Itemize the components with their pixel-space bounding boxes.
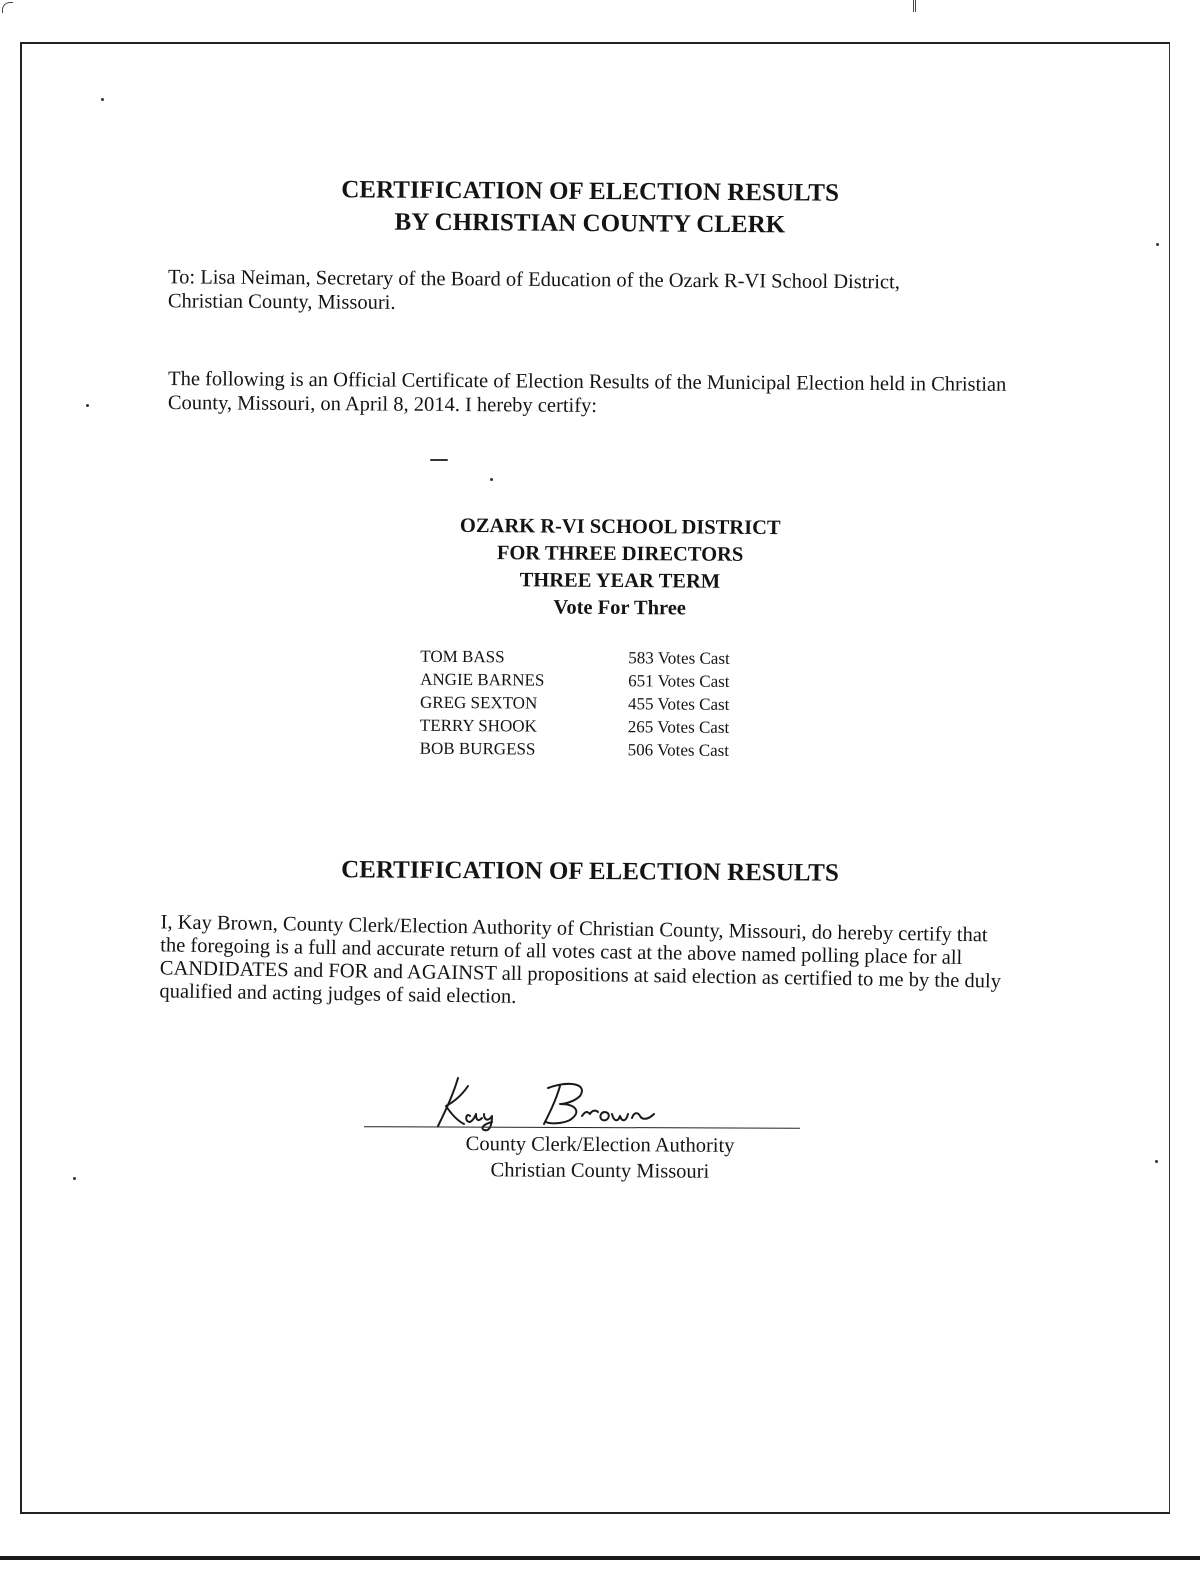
scan-bottom-rule	[0, 1556, 1200, 1560]
race-office: FOR THREE DIRECTORS	[496, 542, 744, 566]
candidate-name: BOB BURGESS	[419, 738, 536, 759]
signer-jurisdiction: Christian County Missouri	[490, 1159, 710, 1183]
results-list	[420, 645, 781, 763]
candidate-votes: 651 Votes Cast	[628, 671, 730, 691]
race-heading	[400, 512, 841, 623]
title-line: CERTIFICATION OF ELECTION RESULTS	[341, 176, 840, 207]
signature-block	[400, 1131, 800, 1186]
candidate-votes: 265 Votes Cast	[627, 717, 730, 737]
title-line: BY CHRISTIAN COUNTY CLERK	[394, 208, 786, 239]
candidate-name: ANGIE BARNES	[420, 669, 545, 690]
list-item	[420, 691, 780, 717]
signer-title: County Clerk/Election Authority	[465, 1133, 735, 1157]
document-title	[210, 173, 970, 242]
scan-speck	[73, 1177, 76, 1180]
candidate-votes: 455 Votes Cast	[627, 694, 730, 714]
list-item	[420, 737, 780, 763]
page-border	[20, 42, 1170, 1514]
scan-speck	[490, 478, 493, 481]
candidate-name: TERRY SHOOK	[419, 715, 537, 736]
scan-speck	[1155, 1160, 1158, 1163]
list-item	[420, 714, 780, 740]
scan-speck	[430, 459, 448, 461]
intro-paragraph: The following is an Official Certificate of Election Results of the Municipal Election held in Christian County, Missouri, on April 8, 2014. I hereby certify:	[167, 367, 1007, 417]
race-vote-instruction: Vote For Three	[553, 596, 687, 620]
scan-top-mark	[913, 0, 916, 12]
scan-speck	[101, 98, 104, 101]
handwritten-signature	[420, 1072, 700, 1132]
scan-speck	[86, 404, 89, 407]
certification-heading: CERTIFICATION OF ELECTION RESULTS	[341, 856, 839, 887]
list-item	[420, 645, 780, 671]
candidate-name: TOM BASS	[420, 646, 505, 667]
race-term: THREE YEAR TERM	[519, 569, 721, 593]
list-item	[420, 668, 780, 694]
candidate-votes: 583 Votes Cast	[628, 648, 730, 668]
addressee-paragraph: To: Lisa Neiman, Secretary of the Board of Education of the Ozark R-VI School District, Christian County, Missouri.	[167, 266, 900, 314]
candidate-name: GREG SEXTON	[419, 692, 538, 713]
scan-corner-mark	[2, 2, 13, 13]
candidate-votes: 506 Votes Cast	[627, 740, 730, 760]
race-district: OZARK R-VI SCHOOL DISTRICT	[459, 514, 781, 540]
scan-speck	[1156, 243, 1159, 246]
certification-paragraph: I, Kay Brown, County Clerk/Election Authority of Christian County, Missouri, do hereby certify that the foregoing is a full and accurate return of all votes cast at the above named polling place for all CANDIDATES and FOR and AGAINST all propositions at said election as certified to me by the duly qualified and acting judges of said election.	[159, 911, 1002, 1008]
